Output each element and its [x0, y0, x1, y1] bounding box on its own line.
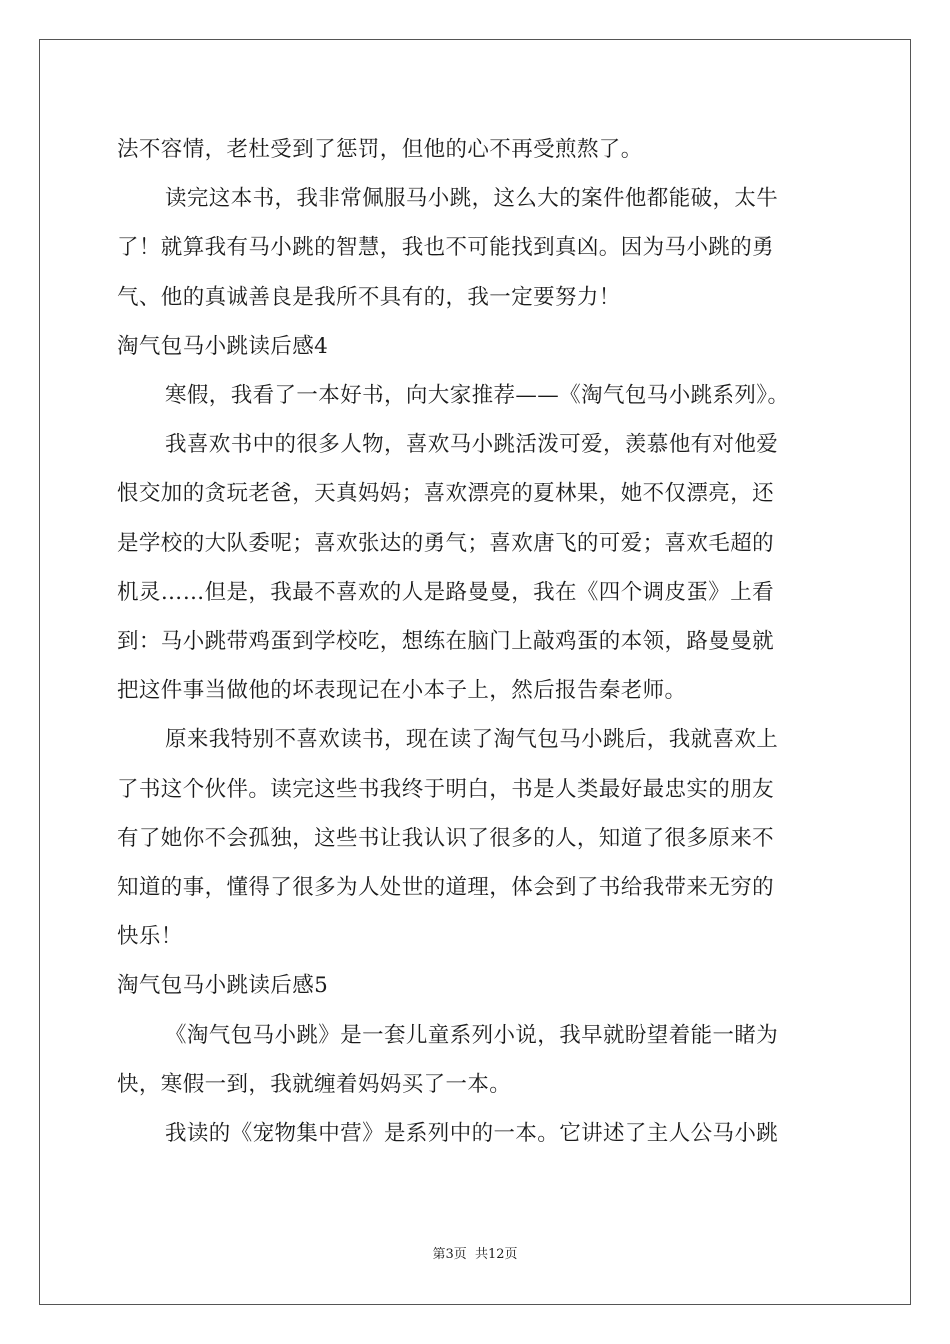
page-total: 共12页 [474, 1247, 518, 1262]
text-line: 快乐！ [117, 924, 183, 950]
text-line: 气、他的真诚善良是我所不具有的，我一定要努力！ [117, 284, 621, 310]
text-line: 了！就算我有马小跳的智慧，我也不可能找到真凶。因为马小跳的勇 [117, 235, 775, 261]
text-line: 恨交加的贪玩老爸，天真妈妈；喜欢漂亮的夏林果，她不仅漂亮，还 [117, 481, 775, 507]
text-line: 到：马小跳带鸡蛋到学校吃，想练在脑门上敲鸡蛋的本领，路曼曼就 [117, 629, 775, 654]
text-line: 把这件事当做他的坏表现记在小本子上，然后报告秦老师。 [117, 678, 687, 704]
text-line: 快，寒假一到，我就缠着妈妈买了一本。 [117, 1071, 512, 1097]
text-line: 机灵……但是，我最不喜欢的人是路曼曼，我在《四个调皮蛋》上看 [117, 579, 775, 605]
text-line: 了书这个伙伴。读完这些书我终于明白，书是人类最好最忠实的朋友 [117, 776, 775, 802]
text-line: 我读的《宠物集中营》是系列中的一本。它讲述了主人公马小跳 [165, 1121, 779, 1146]
section-heading: 淘气包马小跳读后感4 [117, 333, 329, 359]
text-line: 我喜欢书中的很多人物，喜欢马小跳活泼可爱，羡慕他有对他爱 [165, 432, 779, 458]
text-line: 读完这本书，我非常佩服马小跳，这么大的案件他都能破，太牛 [165, 186, 779, 212]
text-line: 有了她你不会孤独，这些书让我认识了很多的人，知道了很多原来不 [117, 825, 775, 851]
text-line: 知道的事，懂得了很多为人处世的道理，体会到了书给我带来无穷的 [117, 875, 775, 900]
text-line: 原来我特别不喜欢读书，现在读了淘气包马小跳后，我就喜欢上 [165, 727, 779, 753]
page-border [39, 39, 911, 1305]
text-line: 法不容情，老杜受到了惩罚，但他的心不再受煎熬了。 [117, 137, 643, 162]
text-line: 寒假，我看了一本好书，向大家推荐——《淘气包马小跳系列》。 [165, 383, 790, 408]
section-heading: 淘气包马小跳读后感5 [117, 973, 329, 999]
page-footer [0, 1246, 950, 1264]
page-number: 第3页 [432, 1247, 467, 1262]
text-line: 是学校的大队委呢；喜欢张达的勇气；喜欢唐飞的可爱；喜欢毛超的 [117, 530, 775, 556]
text-line: 《淘气包马小跳》是一套儿童系列小说，我早就盼望着能一睹为 [165, 1022, 779, 1048]
